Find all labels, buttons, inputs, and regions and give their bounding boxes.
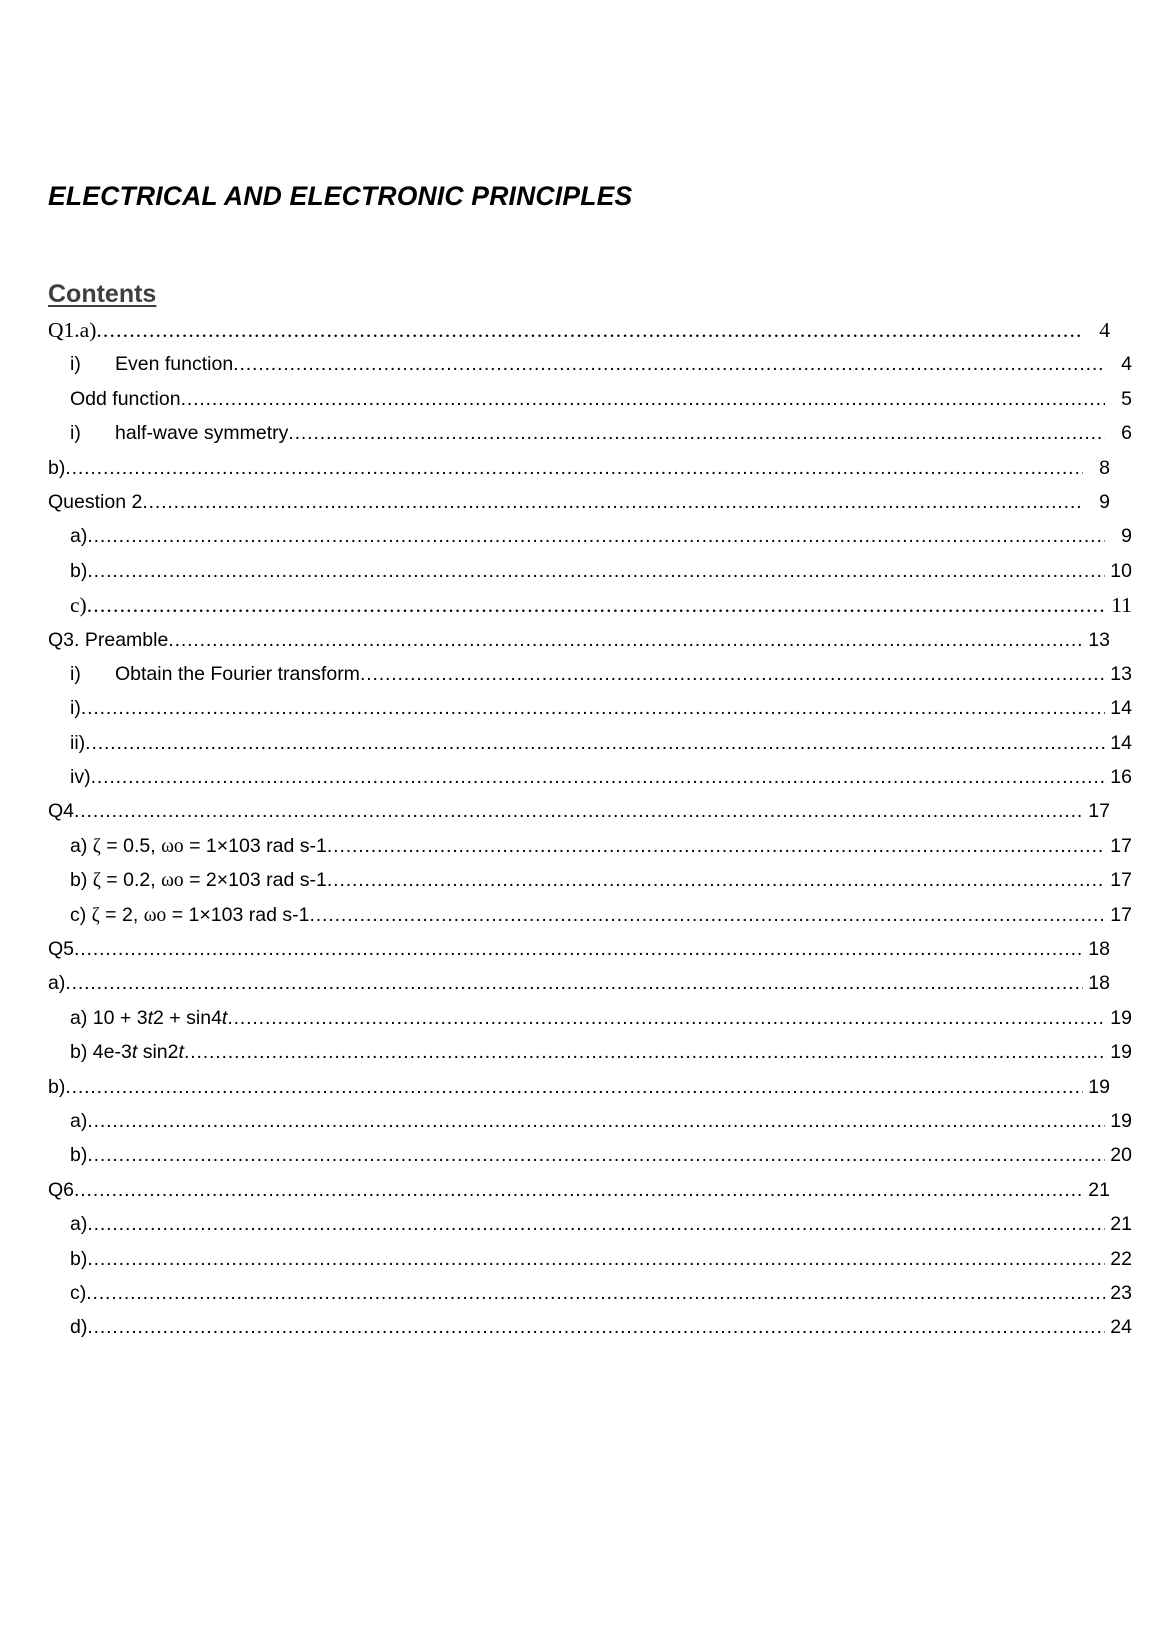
toc-entry-page-number: 17 (1088, 800, 1110, 823)
toc-entry[interactable] (48, 1242, 1132, 1276)
toc-entry[interactable] (48, 382, 1132, 416)
toc-entry-page-number: 17 (1110, 903, 1132, 926)
toc-entry-page-number: 19 (1088, 1075, 1110, 1098)
toc-entry-marker: i) (70, 422, 81, 445)
toc-entry-label: b) (70, 1247, 88, 1270)
toc-leader-dots (65, 966, 1083, 1000)
toc-leader-dots (327, 863, 1105, 897)
toc-entry-label: Obtain the Fourier transform (115, 662, 360, 685)
toc-leader-dots (87, 1207, 1105, 1241)
toc-entry[interactable] (48, 588, 1132, 622)
toc-entry[interactable] (48, 347, 1132, 381)
toc-entry[interactable] (48, 898, 1132, 932)
toc-leader-dots (87, 588, 1105, 622)
toc-entry-label: b) (70, 559, 88, 582)
toc-leader-dots (87, 1242, 1105, 1276)
toc-leader-dots (87, 1104, 1105, 1138)
toc-leader-dots (168, 623, 1083, 657)
toc-entry-page-number: 9 (1099, 490, 1110, 513)
toc-leader-dots (360, 657, 1105, 691)
toc-entry-marker: i) (70, 662, 81, 685)
toc-entry-page-number: 14 (1110, 731, 1132, 754)
toc-entry[interactable] (48, 657, 1132, 691)
toc-entry-label: b) 4e-3t sin2t (70, 1041, 184, 1064)
toc-entry-label: a) ζ = 0.5, ωo = 1×103 rad s-1 (70, 834, 327, 857)
toc-leader-dots (327, 829, 1105, 863)
toc-entry-label: b) (48, 456, 66, 479)
toc-entry[interactable] (48, 1276, 1132, 1310)
toc-entry-page-number: 18 (1088, 972, 1110, 995)
toc-leader-dots (74, 794, 1083, 828)
toc-entry[interactable] (48, 726, 1132, 760)
toc-entry-page-number: 8 (1099, 456, 1110, 479)
toc-leader-dots (74, 1173, 1083, 1207)
toc-leader-dots (310, 898, 1105, 932)
toc-entry-label: a) (70, 1109, 88, 1132)
toc-entry[interactable] (48, 1173, 1110, 1207)
toc-entry[interactable] (48, 1104, 1132, 1138)
toc-entry-page-number: 6 (1121, 422, 1132, 445)
toc-entry[interactable] (48, 966, 1110, 1000)
toc-entry-label: b) (70, 1144, 88, 1167)
toc-entry-label: Q1.a) (48, 318, 97, 342)
toc-entry-page-number: 18 (1088, 938, 1110, 961)
toc-entry-page-number: 9 (1121, 525, 1132, 548)
toc-entry[interactable] (48, 760, 1132, 794)
toc-entry-label: a) (48, 972, 66, 995)
toc-leader-dots (74, 932, 1083, 966)
toc-entry-page-number: 19 (1110, 1006, 1132, 1029)
toc-leader-dots (86, 1276, 1105, 1310)
contents-heading: Contents (48, 280, 157, 308)
toc-entry[interactable] (48, 863, 1132, 897)
toc-entry-label: Question 2 (48, 490, 143, 513)
toc-leader-dots (227, 1001, 1105, 1035)
toc-entry-label: Q3. Preamble (48, 628, 169, 651)
toc-leader-dots (184, 1035, 1105, 1069)
toc-entry-page-number: 13 (1088, 628, 1110, 651)
toc-leader-dots (91, 760, 1105, 794)
toc-leader-dots (96, 313, 1083, 347)
toc-leader-dots (87, 519, 1105, 553)
toc-entry-page-number: 19 (1110, 1041, 1132, 1064)
toc-entry[interactable] (48, 1035, 1132, 1069)
toc-entry-page-number: 19 (1110, 1109, 1132, 1132)
toc-entry-label: c) ζ = 2, ωo = 1×103 rad s-1 (70, 903, 310, 926)
table-of-contents (48, 313, 1132, 1345)
toc-entry-label: c) (70, 593, 87, 618)
toc-entry[interactable] (48, 485, 1110, 519)
toc-leader-dots (233, 347, 1105, 381)
toc-entry-label: Q4 (48, 800, 75, 823)
toc-entry[interactable] (48, 1070, 1110, 1104)
toc-entry-page-number: 11 (1111, 593, 1132, 618)
toc-entry[interactable] (48, 313, 1110, 347)
page-title: ELECTRICAL AND ELECTRONIC PRINCIPLES (48, 181, 633, 211)
toc-leader-dots (181, 382, 1105, 416)
toc-leader-dots (65, 451, 1083, 485)
toc-entry-page-number: 4 (1121, 353, 1132, 376)
toc-entry-label: ii) (70, 731, 86, 754)
toc-entry-page-number: 10 (1110, 559, 1132, 582)
toc-entry-page-number: 5 (1121, 387, 1132, 410)
toc-entry-label: b) (48, 1075, 66, 1098)
toc-entry-label: iv) (70, 766, 91, 789)
toc-leader-dots (142, 485, 1083, 519)
toc-entry-page-number: 21 (1088, 1178, 1110, 1201)
toc-entry-label: d) (70, 1316, 88, 1339)
toc-leader-dots (87, 1310, 1105, 1344)
toc-entry[interactable] (48, 451, 1110, 485)
toc-entry[interactable] (48, 416, 1132, 450)
toc-entry[interactable] (48, 794, 1110, 828)
toc-leader-dots (85, 726, 1105, 760)
toc-entry[interactable] (48, 1001, 1132, 1035)
toc-entry[interactable] (48, 1138, 1132, 1172)
toc-entry-page-number: 20 (1110, 1144, 1132, 1167)
toc-entry-page-number: 21 (1110, 1213, 1132, 1236)
toc-leader-dots (81, 691, 1105, 725)
toc-leader-dots (87, 1138, 1105, 1172)
toc-entry-page-number: 4 (1099, 318, 1110, 342)
toc-entry-page-number: 24 (1110, 1316, 1132, 1339)
toc-entry-label: c) (70, 1281, 87, 1304)
toc-entry-label: Q5 (48, 938, 75, 961)
toc-entry[interactable] (48, 1310, 1132, 1344)
toc-entry-page-number: 22 (1110, 1247, 1132, 1270)
toc-entry[interactable] (48, 1207, 1132, 1241)
toc-entry-page-number: 16 (1110, 766, 1132, 789)
toc-entry-label: i) (70, 697, 81, 720)
toc-entry-label: a) 10 + 3t2 + sin4t (70, 1006, 228, 1029)
toc-entry[interactable] (48, 829, 1132, 863)
toc-entry-label: Odd function (70, 387, 181, 410)
toc-leader-dots (87, 554, 1105, 588)
toc-entry-label: Q6 (48, 1178, 75, 1201)
toc-entry-label: b) ζ = 0.2, ωo = 2×103 rad s-1 (70, 869, 327, 892)
toc-entry-marker: i) (70, 353, 81, 376)
toc-leader-dots (65, 1070, 1083, 1104)
toc-entry-label: half-wave symmetry (115, 422, 289, 445)
toc-entry[interactable] (48, 554, 1132, 588)
toc-entry-label: a) (70, 525, 88, 548)
toc-leader-dots (288, 416, 1105, 450)
toc-entry[interactable] (48, 519, 1132, 553)
toc-entry-page-number: 23 (1110, 1281, 1132, 1304)
toc-entry-page-number: 17 (1110, 834, 1132, 857)
toc-entry-page-number: 17 (1110, 869, 1132, 892)
toc-entry[interactable] (48, 691, 1132, 725)
toc-entry-page-number: 14 (1110, 697, 1132, 720)
toc-entry-label: a) (70, 1213, 88, 1236)
toc-entry[interactable] (48, 623, 1110, 657)
toc-entry[interactable] (48, 932, 1110, 966)
toc-entry-page-number: 13 (1110, 662, 1132, 685)
toc-entry-label: Even function (115, 353, 234, 376)
